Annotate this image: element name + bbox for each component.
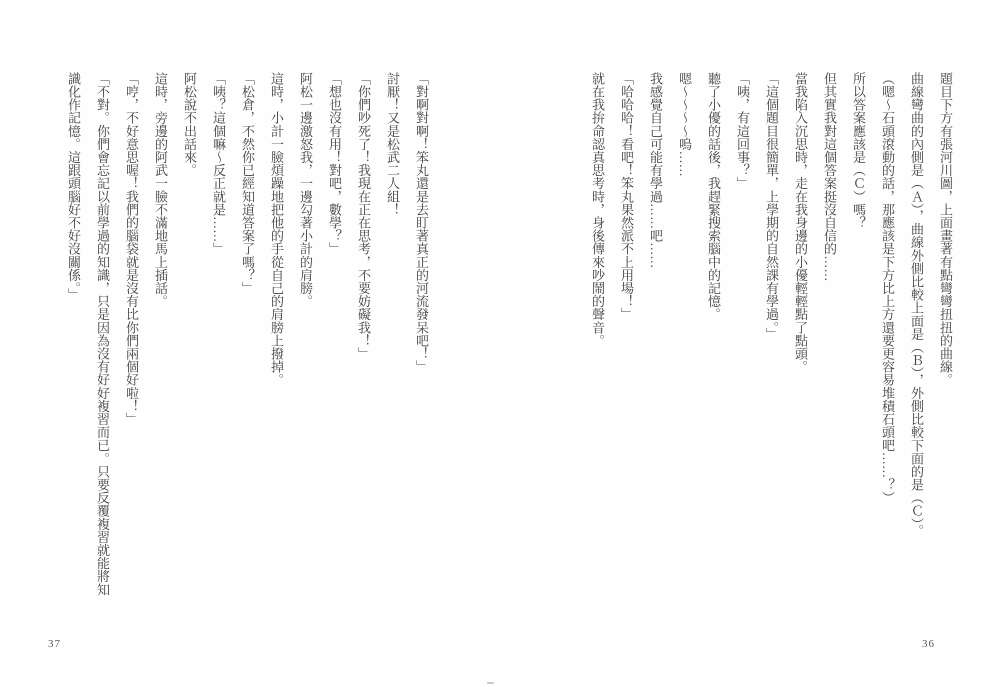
text-line: 聽了小優的話後，我趕緊搜索腦中的記憶。 [706, 72, 721, 321]
text-line: 我感覺自己可能有學過……吧…… [648, 72, 663, 269]
text-line: （嗯～石頭滾動的話，那應該是下方比上方還要更容易堆積石頭吧……？） [880, 72, 895, 505]
text-line: 識化作記憶。這跟頭腦好不好沒關係。」 [66, 72, 81, 302]
page-36-text [568, 72, 960, 652]
text-line: 「咦，有這回事？」 [735, 72, 750, 190]
text-line: 「對啊對啊！笨丸還是去盯著真正的河流發呆吧！」 [414, 72, 429, 374]
text-line: 這時，旁邊的阿武一臉不滿地馬上插話。 [153, 72, 168, 308]
text-line: 「松倉，不然你已經知道答案了嗎？」 [240, 72, 255, 295]
text-line: 「你們吵死了！我現在正在思考，不要妨礙我！」 [356, 72, 371, 361]
text-line: 「想也沒有用！對吧，數學？」 [327, 72, 342, 256]
text-line: 嗯～～～～嗚…… [677, 72, 692, 177]
text-line: 這時，小計一臉煩躁地把他的手從自己的肩膀上撥掉。 [269, 72, 284, 387]
text-line: 阿松一邊激怒我，一邊勾著小計的肩膀。 [298, 72, 313, 308]
text-line: 阿松說不出話來。 [182, 72, 197, 177]
text-line: 「這個題目很簡單，上學期的自然課有學過。」 [764, 72, 779, 341]
text-line: 「不對。你們會忘記以前學過的知識，只是因為沒有好好複習而已。只要反覆複習就能將知 [95, 72, 110, 596]
text-line: 曲線彎曲的內側是（Ａ），曲線外側比較上面是（Ｂ），外側比較下面的是（Ｃ）。 [909, 72, 924, 538]
text-line: 「咦？這個嘛～反正就是……」 [211, 72, 226, 256]
text-line: 就在我拚命認真思考時，身後傳來吵鬧的聲音。 [590, 72, 605, 348]
text-line: 「哼，不好意思喔！我們的腦袋就是沒有比你們兩個好啦！」 [124, 72, 139, 426]
text-line: 討厭！又是松武二人組！ [385, 72, 400, 217]
text-line: 「哈哈哈！看吧！笨丸果然派不上用場！」 [619, 72, 634, 321]
text-line: 但其實我對這個答案挺沒自信的…… [822, 72, 837, 282]
page-number-right: 36 [922, 638, 935, 650]
page-37-text [44, 72, 436, 652]
gutter-mark [487, 682, 494, 684]
page-number-left: 37 [48, 638, 61, 650]
text-line: 所以答案應該是（Ｃ）嗎？ [851, 72, 866, 230]
text-line: 當我陷入沉思時，走在我身邊的小優輕輕點了點頭。 [793, 72, 808, 374]
page-36 [500, 0, 1000, 687]
text-line: 題目下方有張河川圖，上面畫著有點彎彎扭扭的曲線。 [938, 72, 953, 387]
